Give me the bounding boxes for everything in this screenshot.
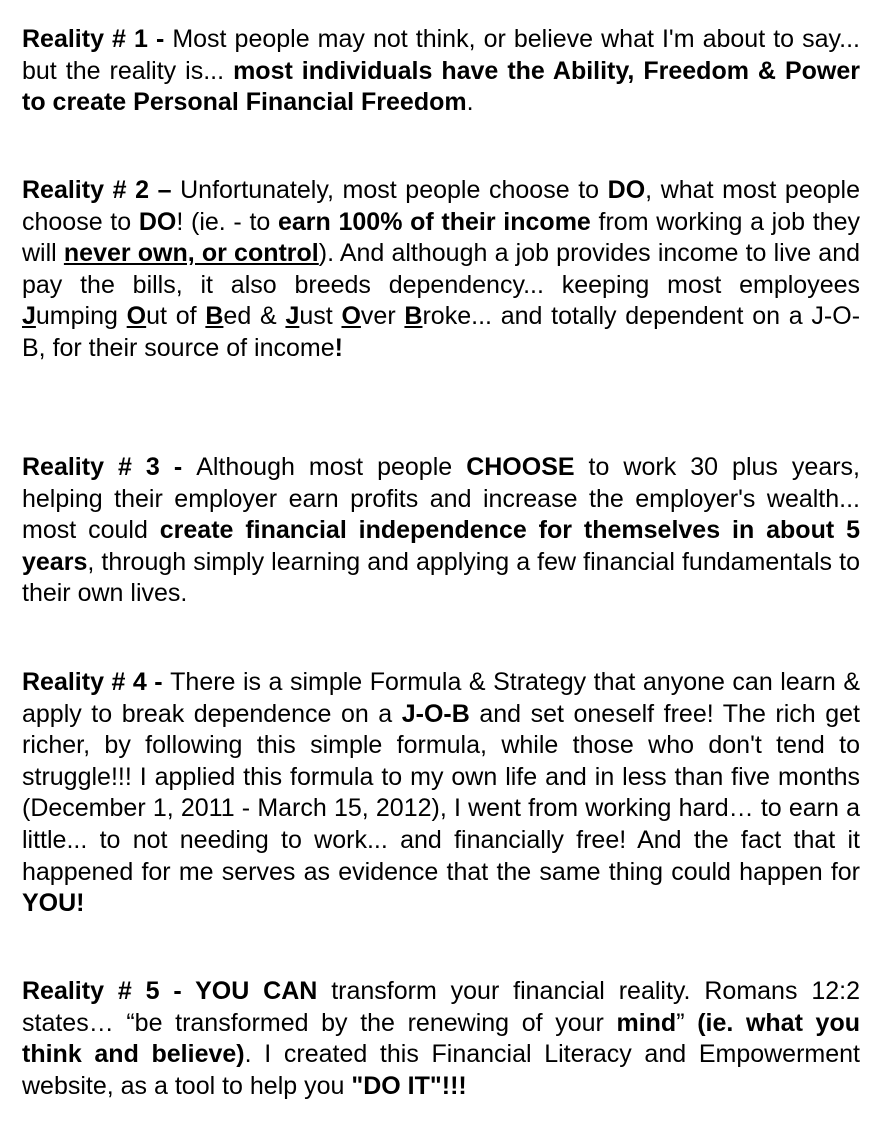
text-segment: CHOOSE: [466, 453, 575, 481]
text-segment: B: [404, 302, 423, 331]
text-segment: (ie. what you think and believe): [22, 1008, 860, 1069]
text-segment: ed &: [223, 302, 286, 331]
reality-2-label: Reality # 2 –: [22, 176, 181, 204]
reality-3-label: Reality # 3 -: [22, 453, 197, 481]
text-segment: J: [285, 302, 300, 331]
reality-5-label: Reality # 5 -: [22, 977, 196, 1005]
text-segment: O: [126, 302, 147, 331]
text-segment: ”: [676, 1008, 698, 1037]
text-segment: ut of: [146, 302, 206, 331]
text-segment: DO: [607, 176, 646, 204]
reality-5-paragraph: [22, 976, 860, 1102]
text-segment: J: [22, 302, 36, 331]
text-segment: ver: [360, 302, 405, 331]
text-segment: to work 30 plus years, helping their employer earn profits and increase the employer's wealth... most could: [22, 453, 861, 545]
reality-1-paragraph: [22, 24, 860, 119]
text-segment: mind: [616, 1008, 677, 1037]
text-segment: roke... and totally dependent on a J-O-B, for their source of income: [22, 302, 861, 362]
reality-3-paragraph: [22, 452, 860, 610]
reality-1-label: Reality # 1 -: [22, 25, 173, 53]
text-segment: YOU CAN: [195, 977, 318, 1005]
reality-4-paragraph: [22, 667, 860, 920]
text-segment: O: [341, 302, 361, 331]
text-segment: umping: [35, 302, 127, 331]
text-segment: and set oneself free! The rich get richer, by following this simple formula, while those who don't tend to struggle!!! I applied this formula to my own life and in less than five months (December 1, 2011 - March 15, 2012), I went from working hard… to earn a little... to not needing to work... and financially free! And the fact that it happened for me serves as evidence that the same thing could happen for: [22, 699, 860, 886]
text-segment: ust: [299, 302, 342, 331]
text-segment: ). And although a job provides income to live and pay the bills, it also breeds dependency... keeping most employees: [22, 239, 861, 299]
text-segment: !: [334, 333, 343, 362]
text-segment: Unfortunately, most people choose to: [180, 176, 608, 204]
text-segment: There is a simple Formula & Strategy that anyone can learn & apply to break dependence on a: [22, 668, 860, 728]
reality-4-label: Reality # 4 -: [22, 668, 171, 696]
text-segment: ! (ie. - to: [176, 207, 278, 236]
text-segment: transform your financial reality. Romans 12:2 states… “be transformed by the renewing of your: [22, 977, 860, 1037]
text-segment: Most people may not think, or believe what I'm about to say... but the reality is...: [22, 25, 860, 85]
reality-2-paragraph: [22, 175, 860, 365]
text-segment: .: [466, 88, 474, 117]
text-segment: YOU!: [22, 889, 85, 918]
text-segment: DO: [138, 207, 177, 236]
text-segment: , through simply learning and applying a few financial fundamentals to their own lives.: [22, 547, 860, 608]
text-segment: from working a job they will: [22, 207, 860, 268]
text-segment: Although most people: [196, 453, 467, 481]
text-segment: "DO IT"!!!: [351, 1071, 467, 1100]
text-segment: never own, or control: [63, 239, 319, 268]
text-segment: B: [205, 302, 224, 331]
text-segment: , what most people choose to: [22, 176, 860, 236]
text-segment: most individuals have the Ability, Freedom & Power to create Personal Financial Freedom: [22, 56, 861, 117]
text-segment: earn 100% of their income: [278, 207, 591, 236]
text-segment: J-O-B: [401, 699, 470, 728]
text-segment: . I created this Financial Literacy and Empowerment website, as a tool to help you: [22, 1040, 860, 1100]
text-segment: create financial independence for themselves in about 5 years: [22, 516, 860, 576]
